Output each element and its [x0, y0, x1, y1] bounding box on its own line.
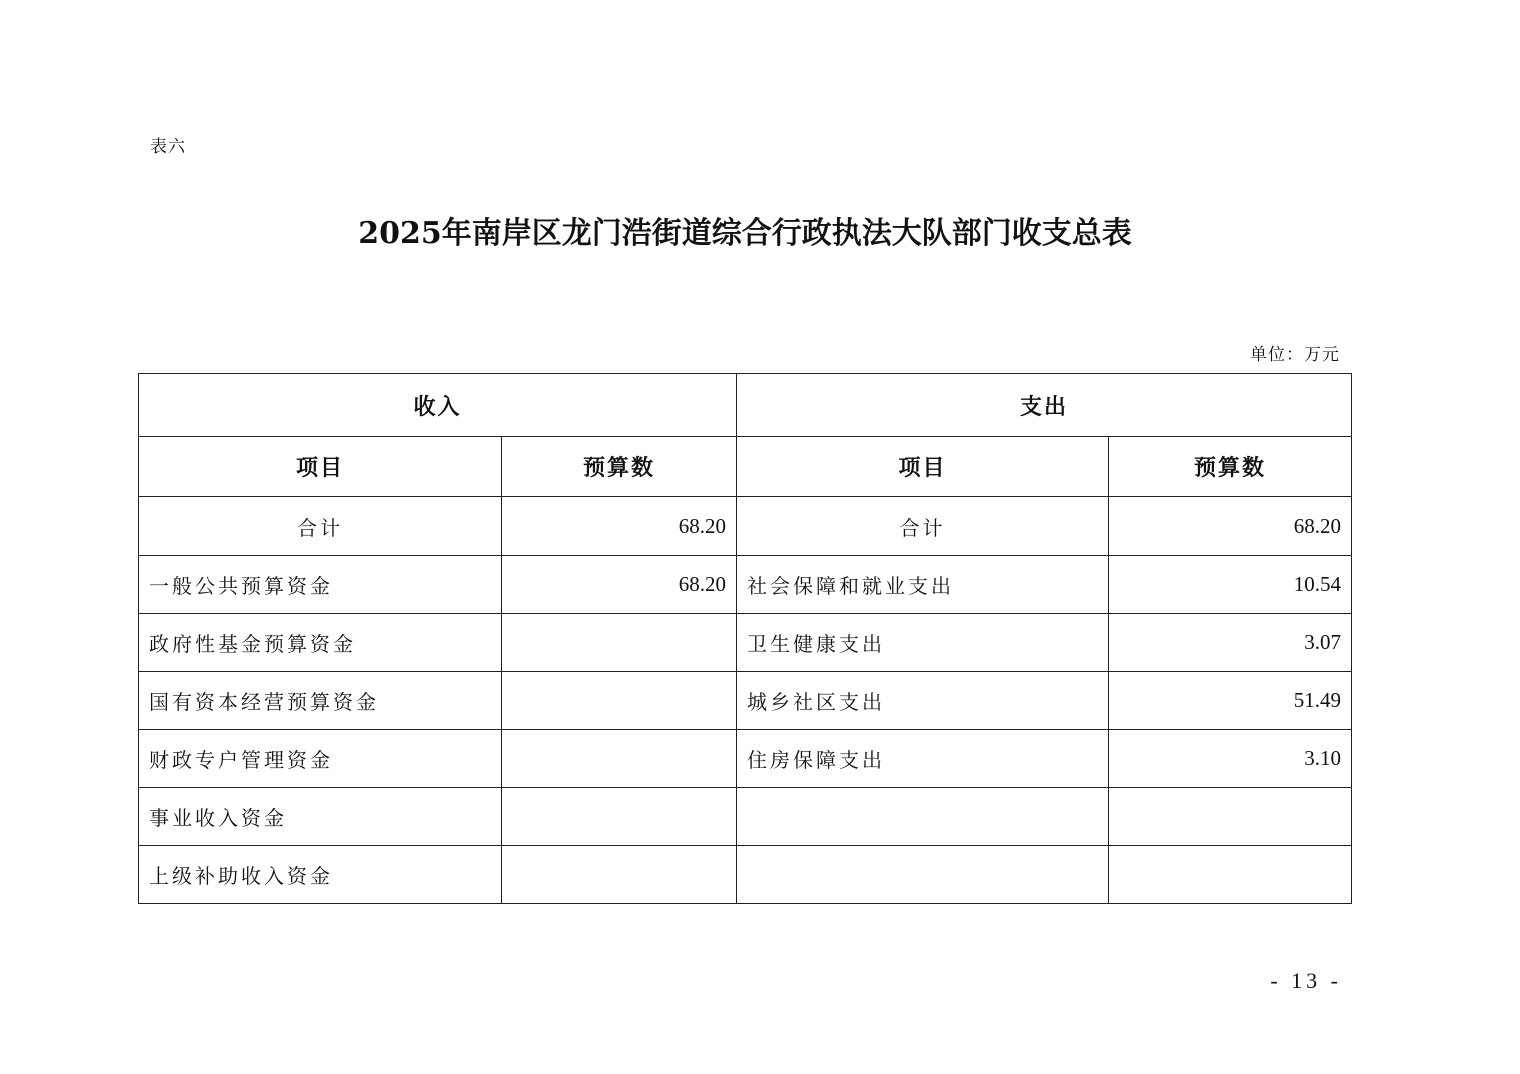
income-item: 事业收入资金 — [139, 788, 502, 846]
income-value — [502, 672, 737, 730]
income-item: 国有资本经营预算资金 — [139, 672, 502, 730]
income-item: 一般公共预算资金 — [139, 556, 502, 614]
income-total-label: 合计 — [139, 497, 502, 556]
table-row — [139, 730, 1352, 788]
income-item: 政府性基金预算资金 — [139, 614, 502, 672]
section-header-row — [139, 374, 1352, 437]
income-value: 68.20 — [502, 556, 737, 614]
expense-budget-column-header: 预算数 — [1109, 437, 1352, 497]
unit-note: 单位：万元 — [1250, 345, 1340, 365]
income-item: 上级补助收入资金 — [139, 846, 502, 904]
income-total-value: 68.20 — [502, 497, 737, 556]
income-section-header: 收入 — [139, 374, 737, 437]
total-row — [139, 497, 1352, 556]
expense-item-column-header: 项目 — [737, 437, 1109, 497]
expense-item: 住房保障支出 — [737, 730, 1109, 788]
income-value — [502, 846, 737, 904]
expense-value — [1109, 788, 1352, 846]
expense-item — [737, 788, 1109, 846]
table-row — [139, 614, 1352, 672]
expense-value: 3.10 — [1109, 730, 1352, 788]
income-budget-column-header: 预算数 — [502, 437, 737, 497]
income-value — [502, 730, 737, 788]
table-row — [139, 556, 1352, 614]
income-item: 财政专户管理资金 — [139, 730, 502, 788]
expense-section-header: 支出 — [737, 374, 1352, 437]
expense-total-label: 合计 — [737, 497, 1109, 556]
table-row — [139, 672, 1352, 730]
table-row — [139, 846, 1352, 904]
expense-value: 51.49 — [1109, 672, 1352, 730]
page-label: 表六 — [150, 137, 186, 157]
page-title: 2025年南岸区龙门浩街道综合行政执法大队部门收支总表 — [358, 216, 1132, 251]
page-number: - 13 - — [1270, 968, 1342, 993]
expense-item: 城乡社区支出 — [737, 672, 1109, 730]
expense-value: 10.54 — [1109, 556, 1352, 614]
table-row — [139, 788, 1352, 846]
expense-value: 3.07 — [1109, 614, 1352, 672]
expense-item — [737, 846, 1109, 904]
expense-item: 社会保障和就业支出 — [737, 556, 1109, 614]
budget-summary-table — [138, 373, 1352, 904]
income-item-column-header: 项目 — [139, 437, 502, 497]
expense-value — [1109, 846, 1352, 904]
income-value — [502, 614, 737, 672]
expense-total-value: 68.20 — [1109, 497, 1352, 556]
income-value — [502, 788, 737, 846]
expense-item: 卫生健康支出 — [737, 614, 1109, 672]
column-header-row — [139, 437, 1352, 497]
